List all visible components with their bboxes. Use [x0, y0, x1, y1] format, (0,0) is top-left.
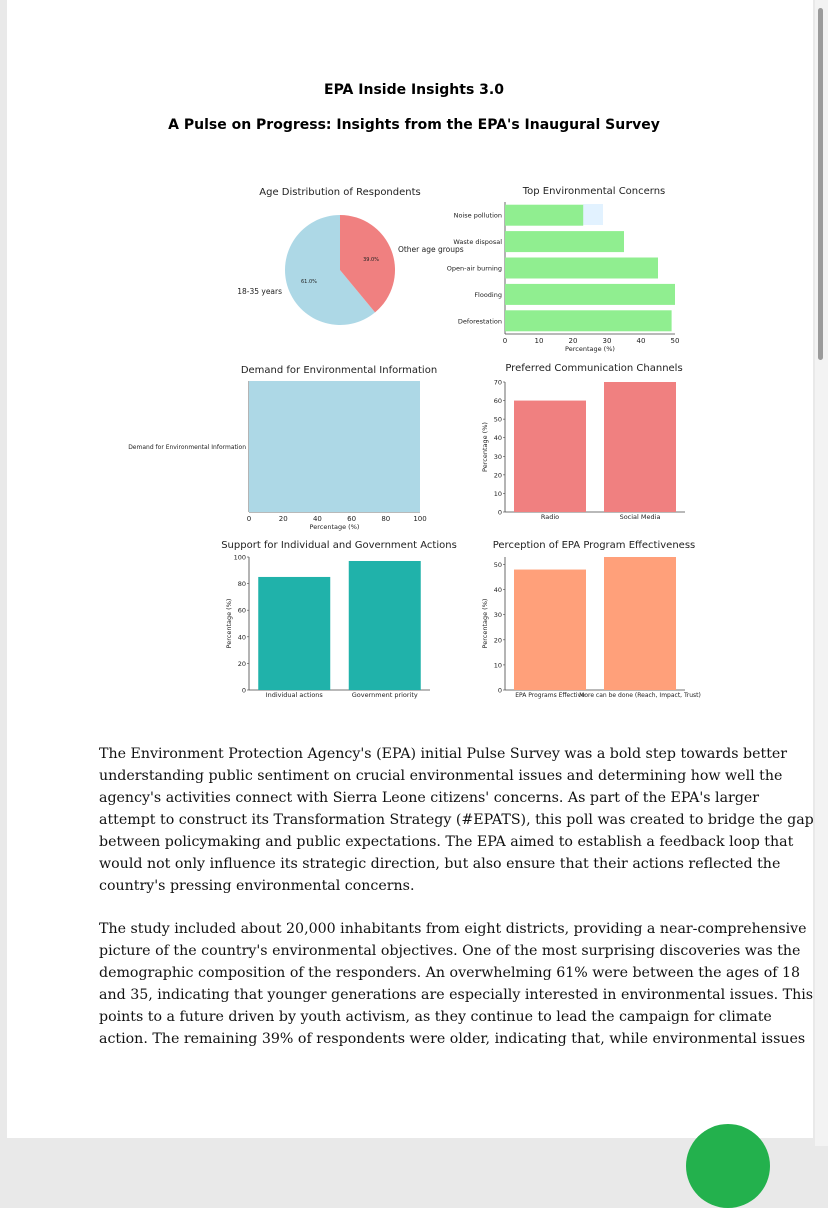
paragraph-line: attempt to construct its Transformation Strategy (#EPATS), this poll was created to bridge the gap	[99, 812, 814, 828]
axis-label: Percentage (%)	[481, 422, 489, 472]
tick-label: 80	[381, 515, 391, 523]
paragraph-line: The study included about 20,000 inhabitants from eight districts, providing a near-comprehensive	[99, 921, 807, 937]
tick-label: 100	[413, 515, 427, 523]
category-label: Radio	[540, 513, 560, 521]
category-label: Waste disposal	[453, 238, 502, 247]
category-label: Demand for Environmental Information	[128, 444, 246, 451]
bar	[604, 557, 676, 690]
bar	[505, 310, 672, 331]
paragraph-line: points to a future driven by youth activism, as they continue to lead the campaign for climate	[99, 1009, 772, 1025]
paragraph-line: demographic composition of the responders. An overwhelming 61% were between the ages of 18	[99, 965, 801, 981]
paragraph-line: and 35, indicating that younger generations are especially interested in environmental issues. This	[99, 987, 814, 1003]
tick-label: 0	[497, 508, 502, 517]
paragraph-line: picture of the country's environmental objectives. One of the most surprising discoveries was the	[99, 943, 801, 959]
tick-label: 0	[497, 686, 502, 695]
axis-label: Percentage (%)	[565, 345, 615, 353]
tick-label: 40	[493, 586, 502, 595]
paragraph-line: action. The remaining 39% of respondents were older, indicating that, while environmental issues	[99, 1031, 806, 1047]
chart-title: Perception of EPA Program Effectiveness	[492, 540, 696, 551]
bar	[258, 577, 330, 690]
tick-label: 20	[568, 337, 578, 345]
tick-label: 40	[636, 337, 646, 345]
category-label: Individual actions	[265, 691, 323, 699]
paragraph-line: between policymaking and public expectations. The EPA aimed to establish a feedback loop that	[99, 834, 794, 850]
paragraph-2	[99, 918, 814, 1050]
tick-label: 0	[502, 337, 508, 345]
tick-label: 30	[493, 611, 502, 620]
category-label: More can be done (Reach, Impact, Trust)	[579, 692, 701, 699]
paragraph-line: country's pressing environmental concerns.	[99, 878, 415, 894]
pie-label: Other age groups	[397, 245, 464, 255]
tick-label: 70	[493, 378, 502, 387]
category-label: Social Media	[619, 513, 661, 521]
bar	[505, 258, 658, 279]
paragraph-line: would not only influence its strategic direction, but also ensure that their actions reflected the	[99, 856, 781, 872]
bar	[505, 205, 583, 226]
category-label: Flooding	[474, 290, 502, 299]
pie-percent-label: 61.0%	[301, 279, 317, 286]
tick-label: 0	[246, 515, 252, 523]
pie-label: 18-35 years	[237, 286, 283, 296]
bar	[249, 381, 420, 512]
chart-title: Top Environmental Concerns	[522, 186, 666, 197]
category-label: Deforestation	[457, 317, 502, 326]
bar	[349, 561, 421, 690]
tick-label: 80	[237, 580, 246, 589]
chart-title: Age Distribution of Respondents	[259, 187, 421, 198]
tick-label: 10	[534, 337, 544, 345]
pie-percent-label: 39.0%	[363, 256, 379, 263]
tick-label: 40	[237, 633, 246, 642]
document-title: EPA Inside Insights 3.0	[324, 82, 504, 98]
tick-label: 60	[347, 515, 357, 523]
tick-label: 20	[237, 659, 246, 668]
tick-label: 100	[233, 553, 246, 562]
axis-label: Percentage (%)	[225, 598, 233, 649]
category-label: Noise pollution	[453, 211, 502, 220]
paragraph-line: agency's activities connect with Sierra Leone citizens' concerns. As part of the EPA's larger	[99, 790, 760, 806]
bar	[505, 231, 624, 252]
paragraph-line: The Environment Protection Agency's (EPA) initial Pulse Survey was a bold step towards better	[99, 746, 788, 762]
tick-label: 40	[493, 434, 502, 443]
bar	[604, 382, 676, 512]
bar	[514, 401, 586, 512]
category-label: Government priority	[351, 691, 418, 699]
tick-label: 50	[670, 337, 680, 345]
tick-label: 10	[493, 661, 502, 670]
document-subtitle: A Pulse on Progress: Insights from the EPA's Inaugural Survey	[168, 117, 660, 133]
chart-title: Support for Individual and Government Actions	[221, 540, 457, 551]
axis-label: Percentage (%)	[481, 598, 489, 649]
tick-label: 30	[493, 452, 502, 461]
tick-label: 50	[493, 415, 502, 424]
tick-label: 0	[241, 686, 246, 695]
tick-label: 10	[493, 489, 502, 498]
tick-label: 20	[493, 636, 502, 645]
chart-title: Demand for Environmental Information	[240, 365, 438, 376]
tick-label: 20	[278, 515, 288, 523]
tick-label: 40	[312, 515, 322, 523]
floating-action-button[interactable]	[686, 1124, 770, 1208]
chart-title: Preferred Communication Channels	[505, 363, 683, 374]
tick-label: 60	[237, 606, 246, 615]
tick-label: 30	[602, 337, 612, 345]
bar	[505, 284, 675, 305]
tick-label: 60	[493, 397, 502, 406]
paragraph-1	[99, 743, 814, 897]
axis-label: Percentage (%)	[309, 523, 360, 531]
bar	[514, 570, 586, 690]
paragraph-line: understanding public sentiment on crucial environmental issues and determining how well the	[99, 768, 783, 784]
category-label: EPA Programs Effective	[515, 692, 585, 699]
category-label: Open-air burning	[446, 264, 502, 273]
tick-label: 50	[493, 561, 502, 570]
tick-label: 20	[493, 471, 502, 480]
bar-highlight	[583, 204, 603, 225]
